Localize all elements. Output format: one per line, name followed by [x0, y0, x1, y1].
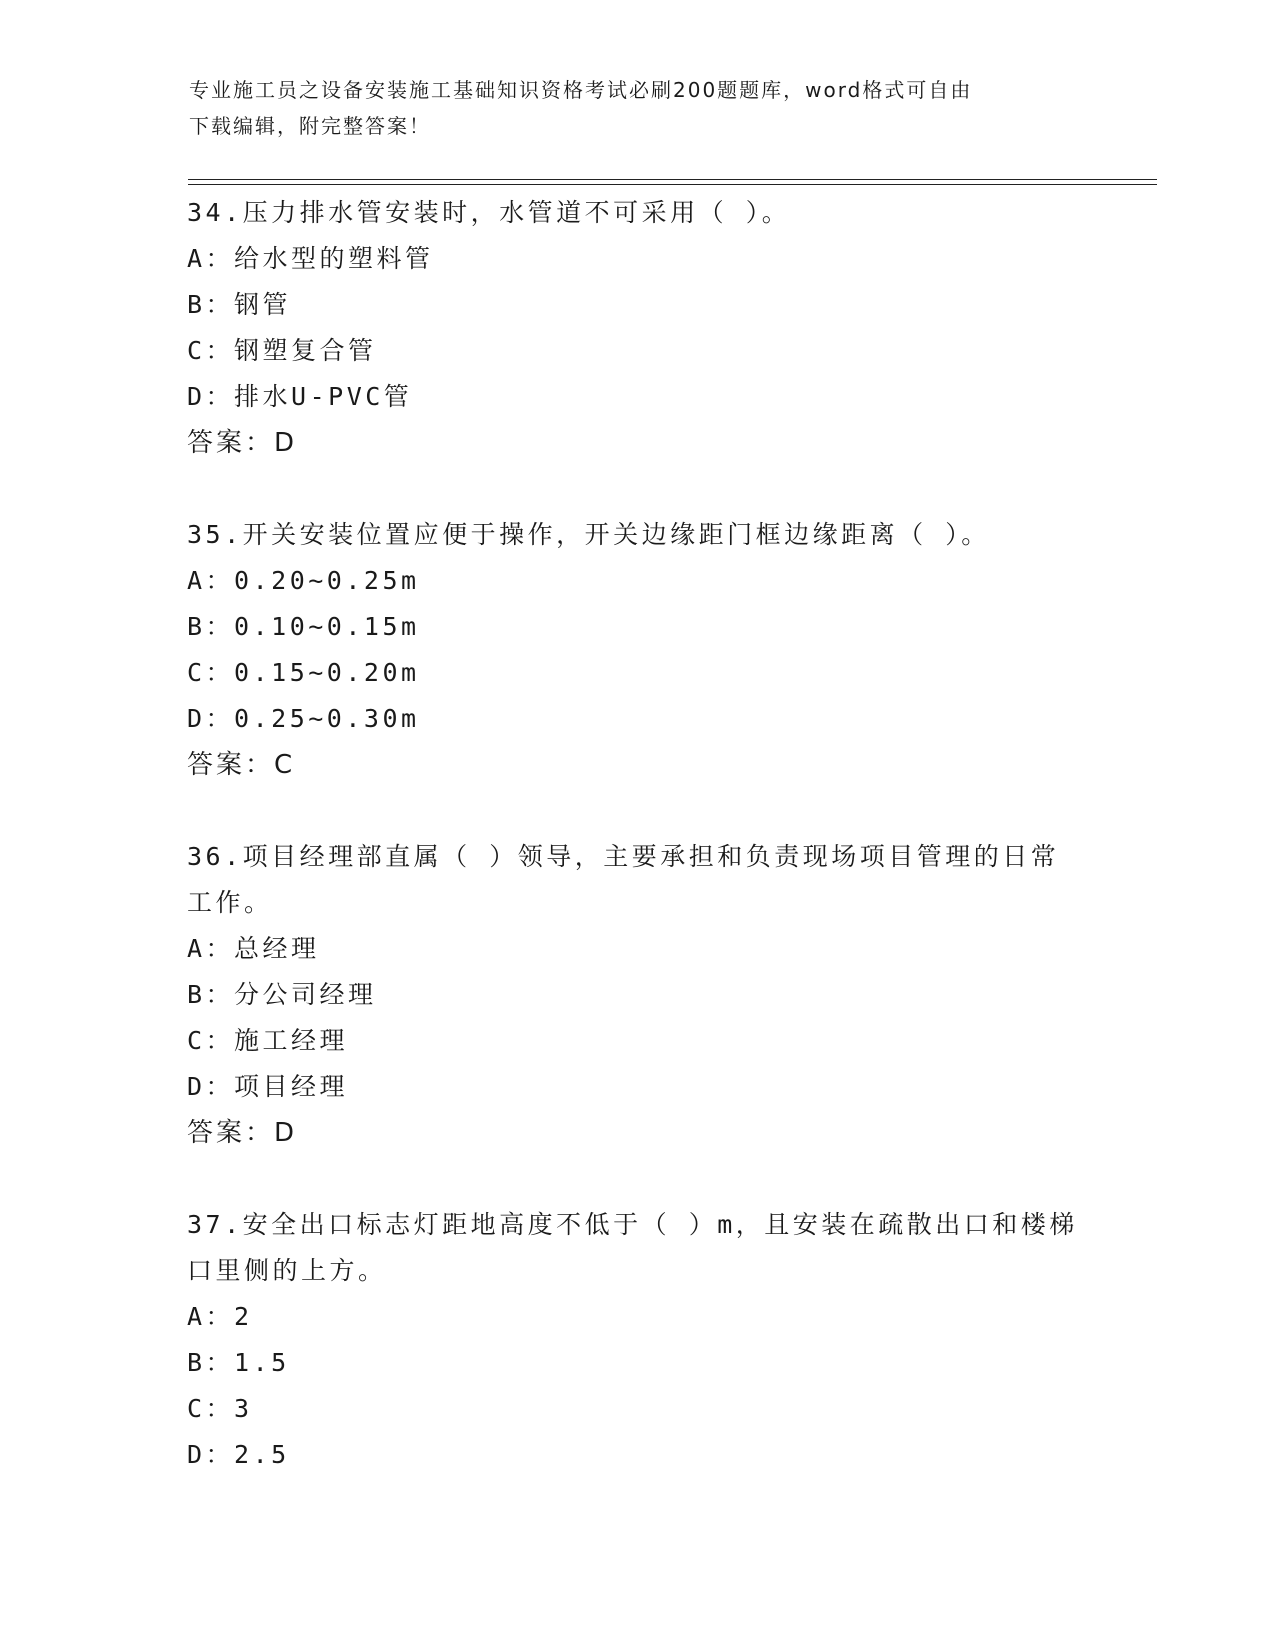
- header-line-1: 专业施工员之设备安装施工基础知识资格考试必刷200题题库，word格式可自由: [189, 78, 973, 102]
- question-stem: 36.项目经理部直属（ ）领导，主要承担和负责现场项目管理的日常: [187, 842, 1060, 871]
- option-a: A：给水型的塑料管: [187, 244, 434, 273]
- question-stem: 34.压力排水管安装时，水管道不可采用（ ）。: [187, 198, 791, 227]
- option-d: D：排水U-PVC管: [187, 382, 413, 411]
- option-d: D：项目经理: [187, 1072, 349, 1101]
- option-a: A：总经理: [187, 934, 320, 963]
- answer-line: 答案：C: [187, 750, 296, 780]
- option-a: A：2: [187, 1302, 253, 1331]
- document-header: [189, 72, 1089, 144]
- question-list: [187, 190, 1087, 1524]
- question-stem: 35.开关安装位置应便于操作，开关边缘距门框边缘距离（ ）。: [187, 520, 990, 549]
- option-b: B：0.10~0.15m: [187, 612, 420, 641]
- question-36: [187, 834, 1087, 1156]
- question-34: [187, 190, 1087, 466]
- question-37: [187, 1202, 1087, 1478]
- header-divider-top: [188, 179, 1157, 180]
- option-b: B：分公司经理: [187, 980, 377, 1009]
- option-c: C：施工经理: [187, 1026, 349, 1055]
- option-c: C：钢塑复合管: [187, 336, 377, 365]
- option-b: B：1.5: [187, 1348, 290, 1377]
- header-line-2: 下载编辑，附完整答案！: [189, 114, 431, 138]
- question-stem: 37.安全出口标志灯距地高度不低于（ ）m，且安装在疏散出口和楼梯: [187, 1210, 1078, 1239]
- option-b: B：钢管: [187, 290, 292, 319]
- option-a: A：0.20~0.25m: [187, 566, 420, 595]
- option-d: D：0.25~0.30m: [187, 704, 420, 733]
- answer-line: 答案：D: [187, 428, 298, 458]
- question-stem-continued: 工作。: [187, 888, 273, 917]
- header-divider-bottom: [188, 184, 1157, 185]
- option-c: C：3: [187, 1394, 253, 1423]
- question-stem-continued: 口里侧的上方。: [187, 1256, 387, 1285]
- option-d: D：2.5: [187, 1440, 290, 1469]
- option-c: C：0.15~0.20m: [187, 658, 420, 687]
- question-35: [187, 512, 1087, 788]
- answer-line: 答案：D: [187, 1118, 298, 1148]
